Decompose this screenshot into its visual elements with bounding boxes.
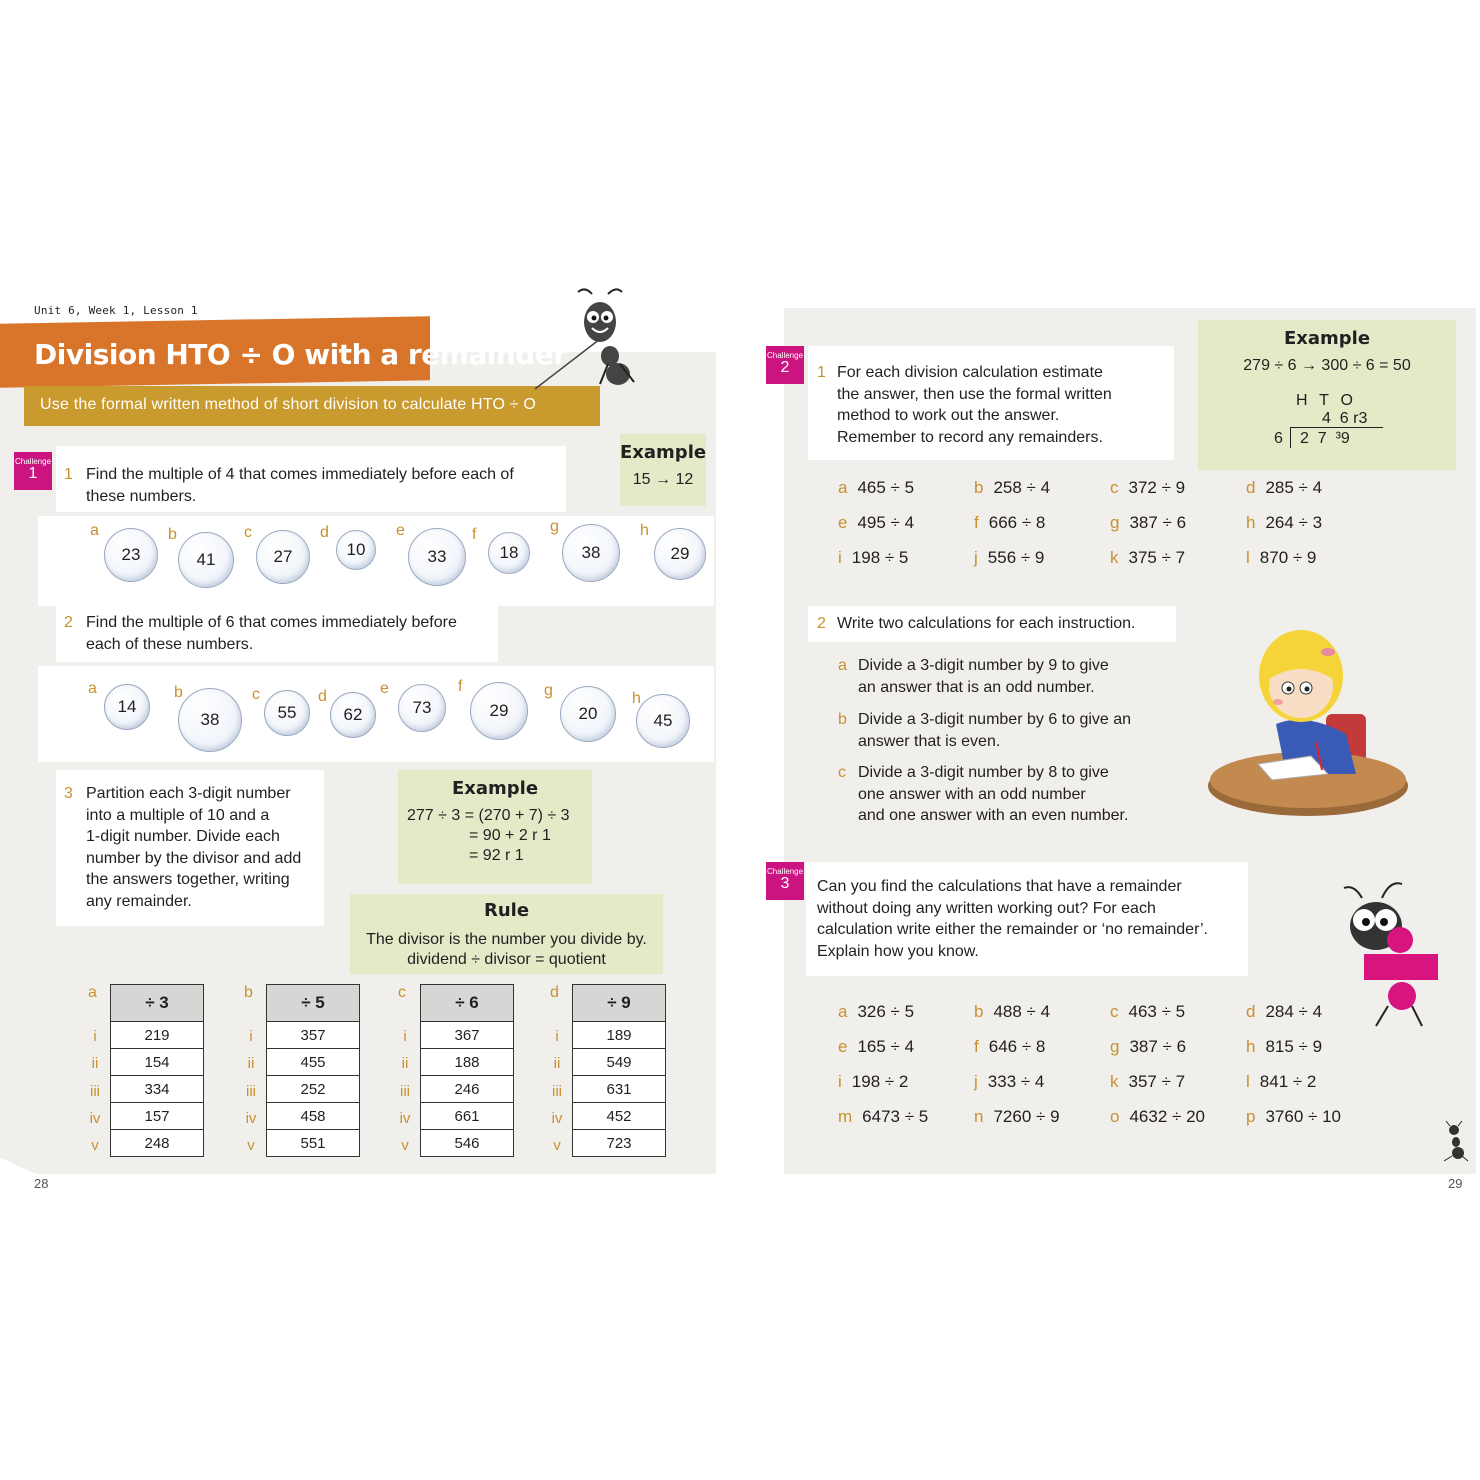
division-table xyxy=(110,984,204,1157)
r-q1-line: For each division calculation estimate xyxy=(837,364,1103,381)
q2-item-label: a xyxy=(838,657,847,674)
calc-expression: 285 ÷ 4 xyxy=(1265,478,1323,497)
unit-line: Unit 6, Week 1, Lesson 1 xyxy=(34,304,198,317)
bubble-label: h xyxy=(640,522,649,539)
table-cell: 248 xyxy=(111,1130,204,1157)
q2-item-line: Divide a 3-digit number by 6 to give an xyxy=(858,711,1132,728)
r-q3-line: calculation write either the remainder or ‘no remainder’. xyxy=(817,921,1208,938)
q1-number: 1 xyxy=(64,466,73,483)
example-1-body: 15 → 12 xyxy=(632,471,694,488)
q3-number: 3 xyxy=(64,785,73,802)
calc-expression: 333 ÷ 4 xyxy=(987,1072,1045,1091)
number-bubble: 27 xyxy=(256,530,310,584)
q2-text xyxy=(86,612,506,655)
q3-line: into a multiple of 10 and a xyxy=(86,806,270,824)
calc-label: l xyxy=(1246,1072,1250,1091)
calc-item xyxy=(974,513,1045,533)
calc-expression: 488 ÷ 4 xyxy=(993,1002,1051,1021)
calc-expression: 264 ÷ 3 xyxy=(1265,513,1323,532)
q3-line: Partition each 3-digit number xyxy=(86,785,291,802)
table-cell: 219 xyxy=(111,1022,204,1049)
number-bubble: 45 xyxy=(636,694,690,748)
example-3-line-3: = 92 r 1 xyxy=(469,847,524,864)
q2-item-line: answer that is even. xyxy=(858,732,1001,750)
bubble-label: a xyxy=(88,680,97,697)
challenge-1-badge xyxy=(14,452,52,490)
calc-item xyxy=(1110,1002,1185,1022)
calc-item xyxy=(1246,1072,1316,1092)
example-3-box xyxy=(398,770,592,884)
number-bubble: 38 xyxy=(562,524,620,582)
example-3-title: Example xyxy=(451,778,539,799)
bubble-label: g xyxy=(544,682,553,699)
table-cell: 723 xyxy=(573,1130,666,1157)
calc-label: b xyxy=(974,478,984,497)
number-bubble: 55 xyxy=(264,690,310,736)
table-cell: 246 xyxy=(421,1076,514,1103)
rule-line-1: The divisor is the number you divide by. xyxy=(366,931,647,948)
calc-expression: 666 ÷ 8 xyxy=(988,513,1046,532)
r-example-dividend: 2 7 ³9 xyxy=(1300,430,1350,447)
ant-division-sign-icon xyxy=(1332,878,1442,1030)
calc-expression: 326 ÷ 5 xyxy=(857,1002,915,1021)
calc-item xyxy=(1110,1107,1205,1127)
number-bubble: 29 xyxy=(654,528,706,580)
calc-label: b xyxy=(974,1002,984,1021)
calc-item xyxy=(1246,548,1316,568)
bubble-label: f xyxy=(472,526,477,543)
row-label: i xyxy=(403,1028,407,1045)
calc-expression: 870 ÷ 9 xyxy=(1259,548,1317,567)
calc-label: i xyxy=(838,1072,842,1091)
calc-expression: 3760 ÷ 10 xyxy=(1265,1107,1341,1126)
calc-item xyxy=(1110,548,1185,568)
r-example-divisor: 6 xyxy=(1274,430,1283,447)
table-label: a xyxy=(88,984,97,1001)
calc-label: g xyxy=(1110,1037,1120,1056)
table-cell: 334 xyxy=(111,1076,204,1103)
calc-expression: 4632 ÷ 20 xyxy=(1129,1107,1205,1126)
calc-item xyxy=(838,1037,914,1057)
challenge-2-badge xyxy=(766,346,804,384)
calc-item xyxy=(838,548,908,568)
calc-label: k xyxy=(1110,548,1119,567)
example-1-title: Example xyxy=(620,442,707,463)
q2-item-line: Divide a 3-digit number by 9 to give xyxy=(858,657,1109,674)
row-label: iii xyxy=(246,1082,256,1100)
table-cell: 188 xyxy=(421,1049,514,1076)
division-table xyxy=(420,984,514,1157)
table-header-cell: ÷ 3 xyxy=(111,985,204,1022)
number-bubble: 10 xyxy=(336,530,376,570)
table-cell: 452 xyxy=(573,1103,666,1130)
row-label: iv xyxy=(399,1109,411,1127)
calc-item xyxy=(974,548,1044,568)
table-cell: 546 xyxy=(421,1130,514,1157)
q3-line: number by the divisor and add xyxy=(86,849,302,867)
calc-item xyxy=(838,513,914,533)
calc-label: a xyxy=(838,478,848,497)
bubble-label: b xyxy=(174,684,183,701)
row-label: i xyxy=(555,1028,559,1045)
q3-line: the answers together, writing xyxy=(86,871,290,888)
row-label: ii xyxy=(553,1055,561,1073)
bubble-label: f xyxy=(458,678,463,695)
q1-line-1: Find the multiple of 4 that comes immediately before each of xyxy=(86,466,514,483)
challenge-3-badge xyxy=(766,862,804,900)
calc-label: f xyxy=(974,1037,979,1056)
challenge-number: 2 xyxy=(780,359,790,376)
q2-item-line: an answer that is an odd number. xyxy=(858,678,1095,696)
table-cell: 631 xyxy=(573,1076,666,1103)
rule-line-2: dividend ÷ divisor = quotient xyxy=(407,951,606,968)
number-bubble: 33 xyxy=(408,528,466,586)
number-bubble: 29 xyxy=(470,682,528,740)
small-ant-icon xyxy=(1440,1120,1470,1162)
row-label: v xyxy=(401,1137,409,1155)
q3-line: 1-digit number. Divide each xyxy=(86,828,280,845)
r-q1-number: 1 xyxy=(817,364,826,381)
calc-item xyxy=(974,1037,1045,1057)
table-label: d xyxy=(550,984,559,1001)
table-header-cell: ÷ 6 xyxy=(421,985,514,1022)
bubble-label: h xyxy=(632,690,641,707)
page-title: Division HTO ÷ O with a remainder xyxy=(34,338,567,371)
r-example-header: H T O xyxy=(1296,392,1354,409)
calc-item xyxy=(1110,1072,1185,1092)
calc-expression: 357 ÷ 7 xyxy=(1128,1072,1186,1091)
q2-item-label: b xyxy=(838,711,847,728)
calc-label: e xyxy=(838,1037,848,1056)
calc-expression: 495 ÷ 4 xyxy=(857,513,915,532)
calc-item xyxy=(974,1107,1060,1127)
number-bubble: 38 xyxy=(178,688,242,752)
calc-item xyxy=(1246,1037,1322,1057)
number-bubble: 73 xyxy=(398,684,446,732)
table-cell: 458 xyxy=(267,1103,360,1130)
calc-item xyxy=(838,1107,928,1127)
calc-label: o xyxy=(1110,1107,1120,1126)
row-label: i xyxy=(93,1028,97,1045)
table-cell: 157 xyxy=(111,1103,204,1130)
row-label: iii xyxy=(400,1082,410,1100)
calc-label: f xyxy=(974,513,979,532)
r-q3-line: without doing any written working out? For each xyxy=(817,899,1156,917)
example-3-line-2: = 90 + 2 r 1 xyxy=(469,827,551,844)
table-header-cell: ÷ 5 xyxy=(267,985,360,1022)
calc-expression: 387 ÷ 6 xyxy=(1129,1037,1187,1056)
calc-item xyxy=(1246,1002,1322,1022)
ant-mascot-icon xyxy=(530,284,650,394)
calc-label: j xyxy=(974,548,978,567)
calc-expression: 465 ÷ 5 xyxy=(857,478,915,497)
challenge-word: Challenge xyxy=(766,351,804,360)
calc-expression: 6473 ÷ 5 xyxy=(862,1107,929,1126)
r-example-line-1: 279 ÷ 6 → 300 ÷ 6 = 50 xyxy=(1243,357,1411,374)
calc-label: l xyxy=(1246,548,1250,567)
calc-expression: 815 ÷ 9 xyxy=(1265,1037,1323,1056)
q2-item-text xyxy=(858,709,1178,752)
number-bubble: 14 xyxy=(104,684,150,730)
calc-expression: 387 ÷ 6 xyxy=(1129,513,1187,532)
table-cell: 551 xyxy=(267,1130,360,1157)
table-cell: 189 xyxy=(573,1022,666,1049)
row-label: iv xyxy=(245,1109,257,1127)
table-cell: 455 xyxy=(267,1049,360,1076)
calc-label: c xyxy=(1110,1002,1119,1021)
table-cell: 357 xyxy=(267,1022,360,1049)
calc-label: p xyxy=(1246,1107,1256,1126)
q2-item-text xyxy=(858,762,1178,827)
bubble-label: b xyxy=(168,526,177,543)
rule-box xyxy=(350,894,663,974)
r-q3-line: Explain how you know. xyxy=(817,942,979,960)
r-q2-number: 2 xyxy=(817,615,826,632)
calc-expression: 165 ÷ 4 xyxy=(857,1037,915,1056)
r-q3-text xyxy=(817,876,1247,962)
calc-label: a xyxy=(838,1002,848,1021)
calc-item xyxy=(838,478,914,498)
bubble-label: a xyxy=(90,522,99,539)
bubble-label: e xyxy=(396,522,405,539)
calc-item xyxy=(1110,1037,1186,1057)
number-bubble: 23 xyxy=(104,528,158,582)
table-cell: 661 xyxy=(421,1103,514,1130)
calc-item xyxy=(838,1072,908,1092)
calc-item xyxy=(1110,478,1185,498)
division-table xyxy=(572,984,666,1157)
calc-expression: 284 ÷ 4 xyxy=(1265,1002,1323,1021)
calc-label: m xyxy=(838,1107,853,1126)
calc-item xyxy=(974,1002,1050,1022)
r-q1-line: method to work out the answer. xyxy=(837,407,1060,424)
row-label: v xyxy=(247,1137,255,1155)
r-q2-text: Write two calculations for each instruction. xyxy=(837,615,1136,632)
calc-expression: 375 ÷ 7 xyxy=(1128,548,1186,567)
bubble-label: d xyxy=(320,524,329,541)
row-label: v xyxy=(553,1137,561,1155)
calc-label: c xyxy=(1110,478,1119,497)
calc-item xyxy=(838,1002,914,1022)
calc-item xyxy=(1246,478,1322,498)
q2-item-line: Divide a 3-digit number by 8 to give xyxy=(858,764,1109,781)
rule-title: Rule xyxy=(483,900,530,921)
bubble-label: d xyxy=(318,688,327,705)
row-label: iii xyxy=(90,1082,100,1100)
row-label: ii xyxy=(91,1055,99,1073)
table-cell: 154 xyxy=(111,1049,204,1076)
calc-expression: 372 ÷ 9 xyxy=(1128,478,1186,497)
row-label: v xyxy=(91,1137,99,1155)
table-label: c xyxy=(398,984,406,1001)
r-example-title: Example xyxy=(1283,328,1371,349)
table-cell: 252 xyxy=(267,1076,360,1103)
q2-item-line: and one answer with an even number. xyxy=(858,807,1129,824)
calc-label: d xyxy=(1246,478,1256,497)
challenge-word: Challenge xyxy=(766,867,804,876)
bubble-label: c xyxy=(252,686,260,703)
calc-item xyxy=(1110,513,1186,533)
calc-label: d xyxy=(1246,1002,1256,1021)
q3-line: any remainder. xyxy=(86,892,192,910)
page-number-right: 29 xyxy=(1448,1176,1463,1191)
bubble-label: c xyxy=(244,524,252,541)
page-number-left: 28 xyxy=(34,1176,49,1191)
row-label: iv xyxy=(551,1109,563,1127)
row-label: i xyxy=(249,1028,253,1045)
calc-expression: 556 ÷ 9 xyxy=(987,548,1045,567)
challenge-word: Challenge xyxy=(14,457,52,466)
r-example-quotient: 4 6 r3 xyxy=(1322,410,1368,427)
division-table xyxy=(266,984,360,1157)
q3-text xyxy=(86,783,326,912)
page-subtitle: Use the formal written method of short division to calculate HTO ÷ O xyxy=(40,396,537,413)
q2-number: 2 xyxy=(64,614,73,631)
row-label: iii xyxy=(552,1082,562,1100)
challenge-number: 1 xyxy=(28,465,38,482)
q2-item-line: one answer with an odd number xyxy=(858,785,1086,803)
row-label: ii xyxy=(247,1055,255,1073)
calc-expression: 7260 ÷ 9 xyxy=(993,1107,1060,1126)
calc-label: j xyxy=(974,1072,978,1091)
table-cell: 549 xyxy=(573,1049,666,1076)
calc-item xyxy=(1246,1107,1341,1127)
calc-expression: 198 ÷ 2 xyxy=(851,1072,909,1091)
r-q1-line: the answer, then use the formal written xyxy=(837,385,1112,403)
challenge-number: 3 xyxy=(780,875,790,892)
calc-expression: 258 ÷ 4 xyxy=(993,478,1051,497)
calc-label: n xyxy=(974,1107,984,1126)
number-bubble: 41 xyxy=(178,532,234,588)
example-3-line-1: 277 ÷ 3 = (270 + 7) ÷ 3 xyxy=(407,807,570,824)
table-cell: 367 xyxy=(421,1022,514,1049)
number-bubble: 62 xyxy=(330,692,376,738)
calc-label: h xyxy=(1246,513,1256,532)
r-example-box xyxy=(1198,320,1456,470)
q2-item-text xyxy=(858,655,1178,698)
number-bubble: 18 xyxy=(488,532,530,574)
r-q1-text xyxy=(837,362,1177,448)
calc-expression: 841 ÷ 2 xyxy=(1259,1072,1317,1091)
q2-line-1: Find the multiple of 6 that comes immediately before xyxy=(86,614,457,631)
row-label: iv xyxy=(89,1109,101,1127)
calc-label: h xyxy=(1246,1037,1256,1056)
r-q3-line: Can you find the calculations that have a remainder xyxy=(817,878,1182,895)
calc-expression: 463 ÷ 5 xyxy=(1128,1002,1186,1021)
bubble-label: g xyxy=(550,518,559,535)
example-1-box xyxy=(620,434,706,506)
q2-line-2: each of these numbers. xyxy=(86,635,254,653)
q1-line-2: these numbers. xyxy=(86,487,197,505)
calc-label: i xyxy=(838,548,842,567)
calc-item xyxy=(1246,513,1322,533)
table-label: b xyxy=(244,984,253,1001)
table-header-cell: ÷ 9 xyxy=(573,985,666,1022)
calc-expression: 198 ÷ 5 xyxy=(851,548,909,567)
calc-label: k xyxy=(1110,1072,1119,1091)
girl-writing-illustration-icon xyxy=(1206,624,1416,818)
q1-text xyxy=(86,464,566,507)
q2-item-label: c xyxy=(838,764,846,781)
bubble-label: e xyxy=(380,680,389,697)
calc-label: e xyxy=(838,513,848,532)
calc-item xyxy=(974,478,1050,498)
calc-label: g xyxy=(1110,513,1120,532)
calc-expression: 646 ÷ 8 xyxy=(988,1037,1046,1056)
calc-item xyxy=(974,1072,1044,1092)
r-q1-line: Remember to record any remainders. xyxy=(837,428,1103,446)
row-label: ii xyxy=(401,1055,409,1073)
number-bubble: 20 xyxy=(560,686,616,742)
